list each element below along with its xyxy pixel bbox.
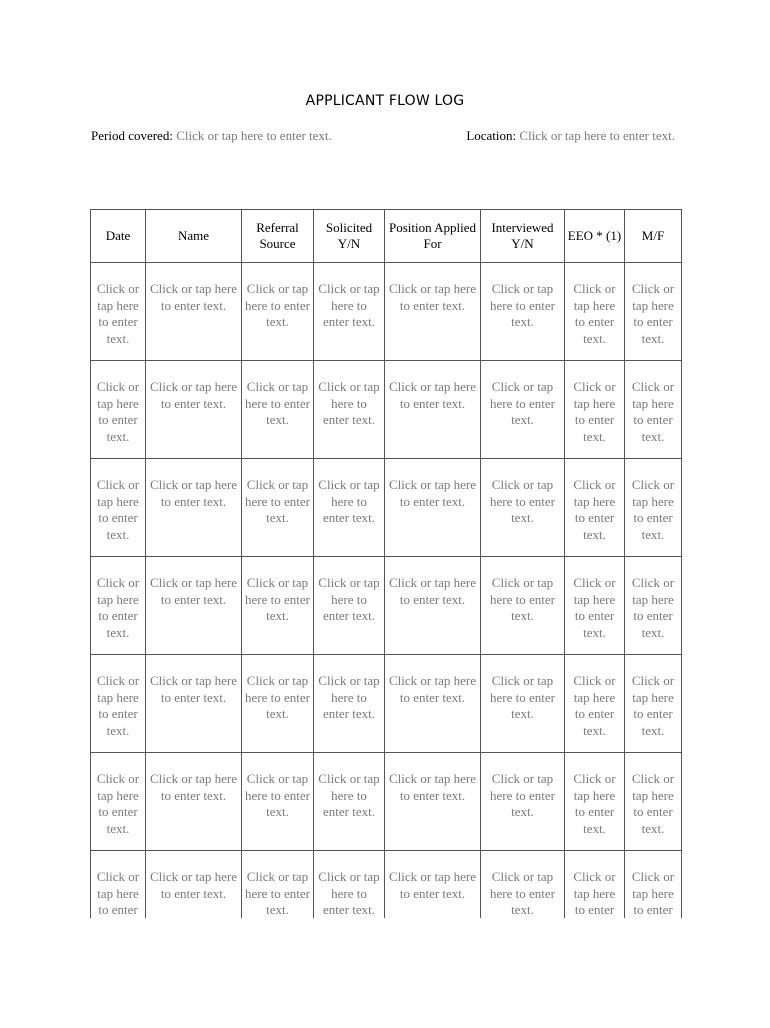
- location: [466, 128, 675, 144]
- cell-name[interactable]: Click or tap here to enter text.: [146, 655, 242, 753]
- cell-date[interactable]: Click or tap here to enter: [91, 851, 146, 936]
- table-row: [91, 459, 682, 557]
- period-covered-field[interactable]: Click or tap here to enter text.: [176, 128, 332, 143]
- location-label: Location:: [466, 128, 517, 143]
- cell-referral-source[interactable]: Click or tap here to enter text.: [242, 753, 314, 851]
- header-eeo: EEO * (1): [565, 210, 625, 263]
- location-field[interactable]: Click or tap here to enter text.: [519, 128, 675, 143]
- cell-eeo[interactable]: Click or tap here to enter text.: [565, 361, 625, 459]
- cell-referral-source[interactable]: Click or tap here to enter text.: [242, 459, 314, 557]
- page-bottom-margin: [88, 918, 684, 1028]
- cell-solicited[interactable]: Click or tap here to enter text.: [314, 753, 385, 851]
- cell-mf[interactable]: Click or tap here to enter text.: [625, 557, 682, 655]
- cell-solicited[interactable]: Click or tap here to enter text.: [314, 655, 385, 753]
- header-mf: M/F: [625, 210, 682, 263]
- cell-date[interactable]: Click or tap here to enter text.: [91, 753, 146, 851]
- cell-referral-source[interactable]: Click or tap here to enter text.: [242, 361, 314, 459]
- cell-interviewed[interactable]: Click or tap here to enter text.: [481, 753, 565, 851]
- header-position-applied-for: Position Applied For: [385, 210, 481, 263]
- cell-interviewed[interactable]: Click or tap here to enter text.: [481, 263, 565, 361]
- table-row: [91, 557, 682, 655]
- cell-eeo[interactable]: Click or tap here to enter text.: [565, 263, 625, 361]
- cell-name[interactable]: Click or tap here to enter text.: [146, 459, 242, 557]
- cell-position-applied-for[interactable]: Click or tap here to enter text.: [385, 753, 481, 851]
- cell-date[interactable]: Click or tap here to enter text.: [91, 655, 146, 753]
- page-title: APPLICANT FLOW LOG: [305, 93, 465, 109]
- table-header-row: [91, 210, 682, 263]
- cell-name[interactable]: Click or tap here to enter text.: [146, 361, 242, 459]
- applicant-flow-table: [90, 209, 682, 936]
- cell-date[interactable]: Click or tap here to enter text.: [91, 557, 146, 655]
- cell-eeo[interactable]: Click or tap here to enter: [565, 851, 625, 936]
- cell-position-applied-for[interactable]: Click or tap here to enter text.: [385, 655, 481, 753]
- period-covered-label: Period covered:: [91, 128, 173, 143]
- cell-eeo[interactable]: Click or tap here to enter text.: [565, 459, 625, 557]
- cell-eeo[interactable]: Click or tap here to enter text.: [565, 753, 625, 851]
- cell-interviewed[interactable]: Click or tap here to enter text.: [481, 361, 565, 459]
- header-interviewed: Interviewed Y/N: [481, 210, 565, 263]
- cell-position-applied-for[interactable]: Click or tap here to enter text.: [385, 361, 481, 459]
- cell-referral-source[interactable]: Click or tap here to enter text.: [242, 557, 314, 655]
- cell-solicited[interactable]: Click or tap here to enter text.: [314, 557, 385, 655]
- cell-solicited[interactable]: Click or tap here to enter text.: [314, 263, 385, 361]
- cell-solicited[interactable]: Click or tap here to enter text.: [314, 361, 385, 459]
- cell-solicited[interactable]: Click or tap here to enter text.: [314, 851, 385, 936]
- cell-referral-source[interactable]: Click or tap here to enter text.: [242, 263, 314, 361]
- cell-eeo[interactable]: Click or tap here to enter text.: [565, 557, 625, 655]
- cell-mf[interactable]: Click or tap here to enter text.: [625, 753, 682, 851]
- header-referral-source: Referral Source: [242, 210, 314, 263]
- cell-date[interactable]: Click or tap here to enter text.: [91, 361, 146, 459]
- table-body: [91, 263, 682, 936]
- header-solicited: Solicited Y/N: [314, 210, 385, 263]
- cell-solicited[interactable]: Click or tap here to enter text.: [314, 459, 385, 557]
- cell-position-applied-for[interactable]: Click or tap here to enter text.: [385, 557, 481, 655]
- cell-date[interactable]: Click or tap here to enter text.: [91, 263, 146, 361]
- cell-eeo[interactable]: Click or tap here to enter text.: [565, 655, 625, 753]
- header-name: Name: [146, 210, 242, 263]
- cell-mf[interactable]: Click or tap here to enter text.: [625, 655, 682, 753]
- cell-position-applied-for[interactable]: Click or tap here to enter text.: [385, 459, 481, 557]
- cell-interviewed[interactable]: Click or tap here to enter text.: [481, 557, 565, 655]
- period-covered: [91, 128, 332, 144]
- cell-mf[interactable]: Click or tap here to enter: [625, 851, 682, 936]
- table-row: [91, 753, 682, 851]
- cell-interviewed[interactable]: Click or tap here to enter text.: [481, 655, 565, 753]
- cell-mf[interactable]: Click or tap here to enter text.: [625, 459, 682, 557]
- cell-position-applied-for[interactable]: Click or tap here to enter text.: [385, 263, 481, 361]
- cell-referral-source[interactable]: Click or tap here to enter text.: [242, 851, 314, 936]
- cell-name[interactable]: Click or tap here to enter text.: [146, 557, 242, 655]
- cell-interviewed[interactable]: Click or tap here to enter text.: [481, 459, 565, 557]
- table-row: [91, 361, 682, 459]
- cell-position-applied-for[interactable]: Click or tap here to enter text.: [385, 851, 481, 936]
- cell-referral-source[interactable]: Click or tap here to enter text.: [242, 655, 314, 753]
- cell-date[interactable]: Click or tap here to enter text.: [91, 459, 146, 557]
- cell-name[interactable]: Click or tap here to enter text.: [146, 851, 242, 936]
- cell-name[interactable]: Click or tap here to enter text.: [146, 753, 242, 851]
- cell-interviewed[interactable]: Click or tap here to enter text.: [481, 851, 565, 936]
- table-row: [91, 263, 682, 361]
- cell-name[interactable]: Click or tap here to enter text.: [146, 263, 242, 361]
- cell-mf[interactable]: Click or tap here to enter text.: [625, 361, 682, 459]
- table-row: [91, 655, 682, 753]
- cell-mf[interactable]: Click or tap here to enter text.: [625, 263, 682, 361]
- header-date: Date: [91, 210, 146, 263]
